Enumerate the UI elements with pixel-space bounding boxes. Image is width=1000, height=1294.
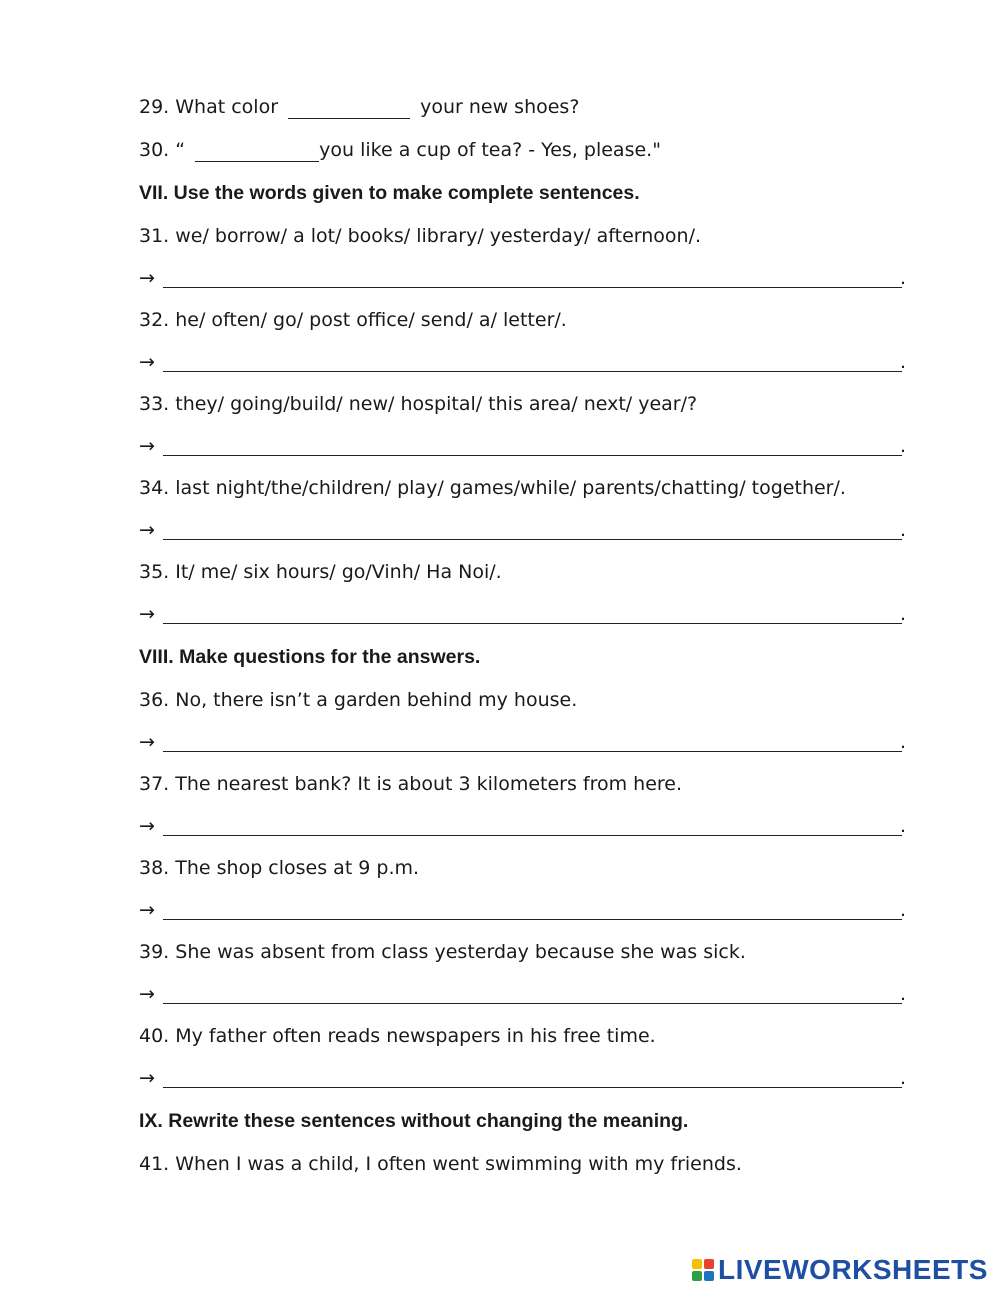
question-36-prompt: 36. No, there isn’t a garden behind my house. [139,689,578,711]
logo-text: LIVEWORKSHEETS [718,1254,988,1285]
question-37-prompt: 37. The nearest bank? It is about 3 kilometers from here. [139,773,683,795]
answer-33-input[interactable] [163,435,902,456]
section-vii-heading: VII. Use the words given to make complete sentences. [139,182,640,204]
question-33-prompt: 33. they/ going/build/ new/ hospital/ this area/ next/ year/? [139,393,698,415]
question-39-prompt: 39. She was absent from class yesterday because she was sick. [139,941,746,963]
question-29-prefix: 29. What color [139,96,279,118]
answer-period: . [900,351,907,373]
answer-period: . [900,983,907,1005]
arrow-icon: → [139,603,155,625]
answer-40-input[interactable] [163,1067,902,1088]
answer-row-34 [139,517,909,543]
answer-row-31 [139,265,909,291]
logo-mark-tile [692,1259,702,1269]
question-30-blank-input[interactable] [195,141,319,162]
answer-period: . [900,1067,907,1089]
arrow-icon: → [139,983,155,1005]
question-31-prompt: 31. we/ borrow/ a lot/ books/ library/ yesterday/ afternoon/. [139,225,702,247]
question-30-prefix: 30. “ [139,139,186,161]
arrow-icon: → [139,351,155,373]
arrow-icon: → [139,267,155,289]
answer-row-32 [139,349,909,375]
logo-mark-tile [704,1271,714,1281]
question-34-prompt: 34. last night/the/children/ play/ games/while/ parents/chatting/ together/. [139,477,846,499]
answer-period: . [900,435,907,457]
answer-38-input[interactable] [163,899,902,920]
arrow-icon: → [139,731,155,753]
question-30 [139,137,661,163]
question-40-prompt: 40. My father often reads newspapers in his free time. [139,1025,656,1047]
answer-32-input[interactable] [163,351,902,372]
answer-row-36 [139,729,909,755]
arrow-icon: → [139,519,155,541]
logo-mark-icon [692,1259,714,1281]
answer-period: . [900,731,907,753]
question-29 [139,94,579,120]
arrow-icon: → [139,815,155,837]
answer-39-input[interactable] [163,983,902,1004]
section-viii-heading: VIII. Make questions for the answers. [139,646,481,668]
question-29-blank-input[interactable] [288,98,410,119]
liveworksheets-logo [692,1253,988,1287]
answer-row-37 [139,813,909,839]
arrow-icon: → [139,1067,155,1089]
answer-period: . [900,603,907,625]
question-32-prompt: 32. he/ often/ go/ post office/ send/ a/ letter/. [139,309,567,331]
answer-row-39 [139,981,909,1007]
answer-row-40 [139,1065,909,1091]
answer-row-38 [139,897,909,923]
answer-period: . [900,899,907,921]
answer-period: . [900,267,907,289]
arrow-icon: → [139,899,155,921]
question-38-prompt: 38. The shop closes at 9 p.m. [139,857,420,879]
answer-36-input[interactable] [163,731,902,752]
logo-mark-tile [704,1259,714,1269]
question-41-prompt: 41. When I was a child, I often went swimming with my friends. [139,1153,742,1175]
question-29-suffix: your new shoes? [420,96,580,118]
section-ix-heading: IX. Rewrite these sentences without changing the meaning. [139,1110,689,1132]
answer-row-35 [139,601,909,627]
question-35-prompt: 35. It/ me/ six hours/ go/Vinh/ Ha Noi/. [139,561,502,583]
answer-35-input[interactable] [163,603,902,624]
answer-37-input[interactable] [163,815,902,836]
answer-period: . [900,815,907,837]
answer-row-33 [139,433,909,459]
question-30-suffix: you like a cup of tea? - Yes, please." [319,139,661,161]
answer-period: . [900,519,907,541]
answer-34-input[interactable] [163,519,902,540]
answer-31-input[interactable] [163,267,902,288]
logo-mark-tile [692,1271,702,1281]
arrow-icon: → [139,435,155,457]
